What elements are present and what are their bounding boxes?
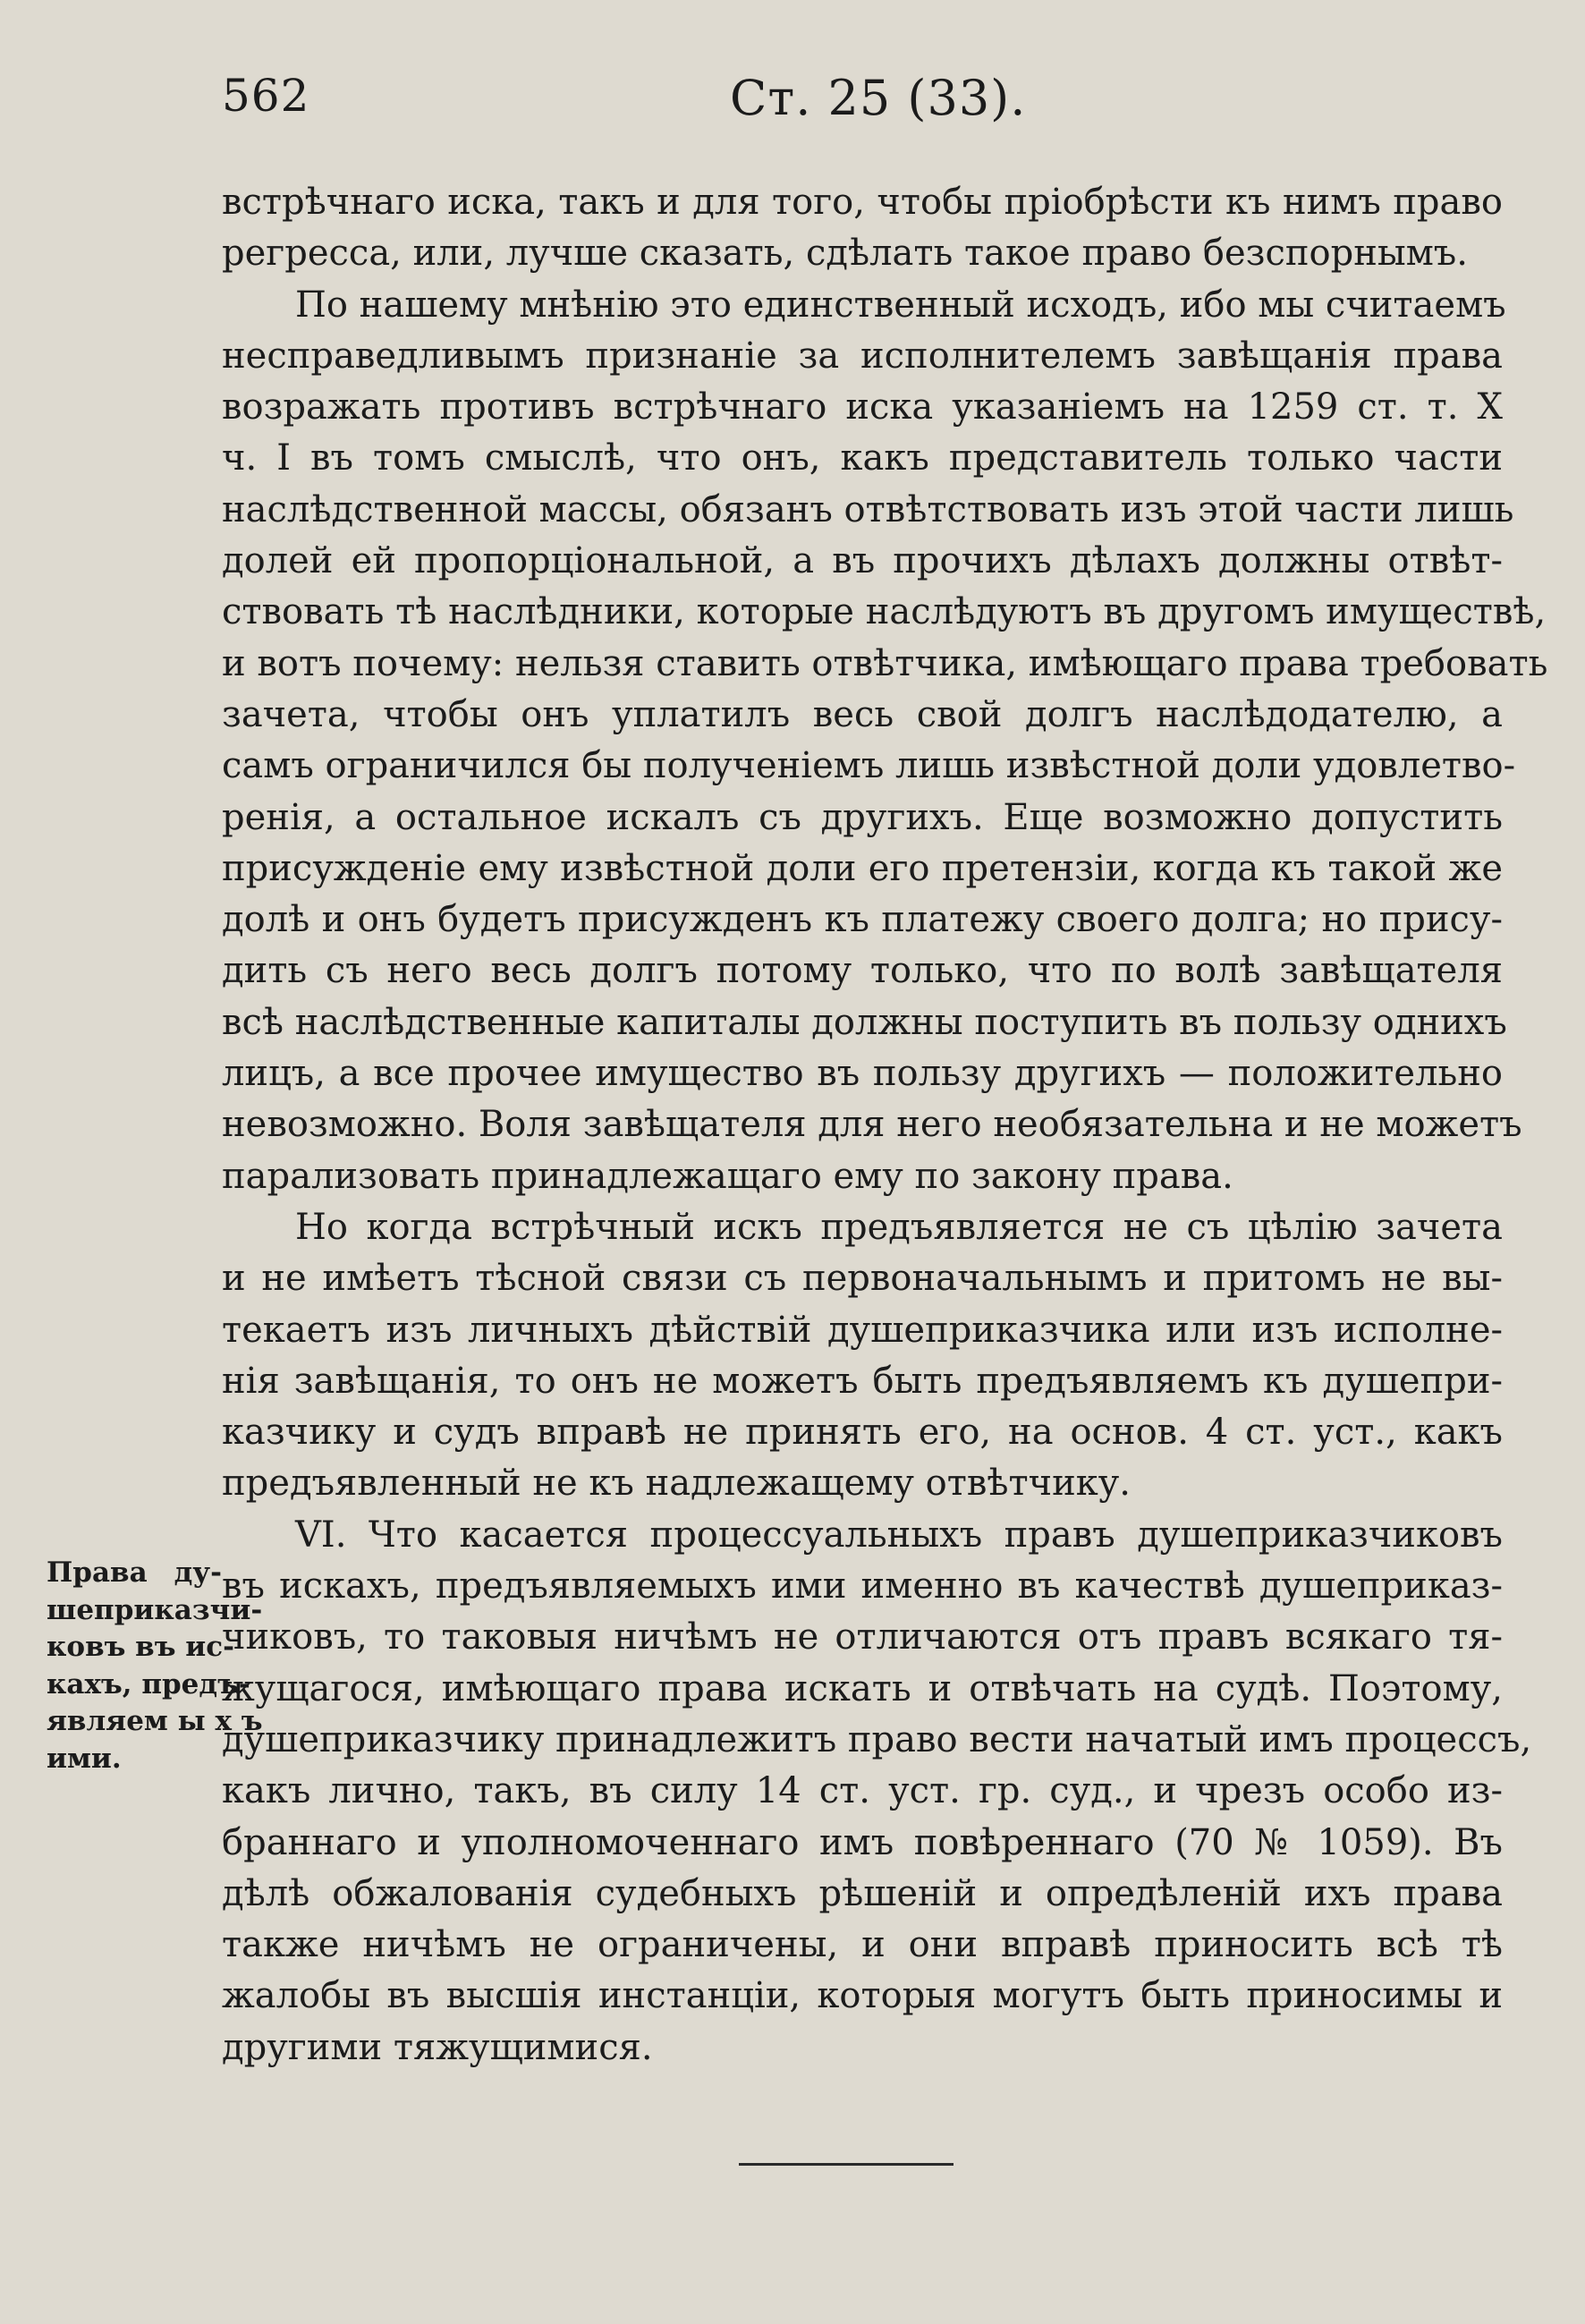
text-line: несправедливымъ признаніе за исполнителемъ завѣщанія права [222, 335, 1503, 377]
margin-note-line: шеприказчи- [47, 1593, 263, 1626]
paragraph-continuation [222, 177, 1503, 280]
text-line: долѣ и онъ будетъ присужденъ къ платежу своего долга; но прису- [222, 899, 1503, 941]
running-title: Ст. 25 (33). [730, 70, 1027, 126]
text-line: лицъ, а все прочее имущество въ пользу другихъ — положительно [222, 1053, 1503, 1095]
text-line: жущагося, имѣющаго права искать и отвѣчать на судѣ. Поэтому, [222, 1667, 1503, 1709]
text-line: ренія, а остальное искалъ съ другихъ. Еще возможно допустить [222, 796, 1503, 838]
text-line: парализовать принадлежащаго ему по закону права. [222, 1155, 1233, 1197]
text-line: ч. I въ томъ смыслѣ, что онъ, какъ представитель только части [222, 437, 1503, 479]
paragraph-counterclaim [222, 1202, 1503, 1510]
text-line: По нашему мнѣнію это единственный исходъ, ибо мы считаемъ [295, 284, 1506, 326]
text-line: дѣлѣ обжалованія судебныхъ рѣшеній и опредѣленій ихъ права [222, 1872, 1503, 1914]
text-line: долей ей пропорціональной, а въ прочихъ дѣлахъ должны отвѣт- [222, 540, 1503, 582]
text-line: браннаго и уполномоченнаго имъ повѣреннаго (70 № 1059). Въ [222, 1821, 1503, 1863]
body-text [222, 177, 1548, 2074]
page-number: 562 [222, 70, 310, 122]
text-line: и вотъ почему: нельзя ставить отвѣтчика, имѣющаго права требовать [222, 642, 1548, 684]
text-line: предъявленный не къ надлежащему отвѣтчику. [222, 1463, 1132, 1505]
text-line: ствовать тѣ наслѣдники, которые наслѣдуютъ въ другомъ имуществѣ, [222, 591, 1547, 633]
margin-note-line: Права ду- [47, 1556, 222, 1589]
text-line: зачета, чтобы онъ уплатилъ весь свой долгъ наслѣдодателю, а [222, 693, 1503, 735]
margin-note-line: являем ы х ъ [47, 1705, 263, 1737]
paragraph-opinion [222, 280, 1548, 1202]
text-line: текаетъ изъ личныхъ дѣйствій душеприказчика или изъ исполне- [222, 1309, 1503, 1351]
margin-note [47, 1555, 263, 1777]
text-line: душеприказчику принадлежитъ право вести начатый имъ процессъ, [222, 1718, 1532, 1760]
text-line: дить съ него весь долгъ потому только, что по волѣ завѣщателя [222, 950, 1503, 992]
text-line: Но когда встрѣчный искъ предъявляется не съ цѣлію зачета [295, 1206, 1503, 1248]
text-line: возражать противъ встрѣчнаго иска указаніемъ на 1259 ст. т. X [222, 386, 1503, 428]
text-line: чиковъ, то таковыя ничѣмъ не отличаются отъ правъ всякаго тя- [222, 1616, 1503, 1658]
text-line: невозможно. Воля завѣщателя для него необязательна и не можетъ [222, 1104, 1522, 1146]
text-line: присужденіе ему извѣстной доли его претензіи, когда къ такой же [222, 847, 1503, 889]
text-line: самъ ограничился бы полученіемъ лишь извѣстной доли удовлетво- [222, 745, 1516, 787]
paragraph-section-vi [222, 1510, 1532, 2074]
margin-note-line: ковъ въ ис- [47, 1631, 235, 1663]
text-line: также ничѣмъ не ограничены, и они вправѣ приносить всѣ тѣ [222, 1924, 1503, 1966]
text-line: другими тяжущимися. [222, 2026, 653, 2068]
margin-note-line: ими. [47, 1742, 122, 1775]
text-line: наслѣдственной массы, обязанъ отвѣтствовать изъ этой части лишь [222, 488, 1514, 530]
section-end-rule [739, 2163, 954, 2166]
text-line: жалобы въ высшія инстанціи, которыя могутъ быть приносимы и [222, 1975, 1503, 2017]
text-line: встрѣчнаго иска, такъ и для того, чтобы пріобрѣсти къ нимъ право [222, 182, 1503, 223]
text-line: какъ лично, такъ, въ силу 14 ст. уст. гр. суд., и чрезъ особо из- [222, 1770, 1503, 1812]
page-header [222, 70, 1501, 132]
text-line: VI. Что касается процессуальныхъ правъ душеприказчиковъ [295, 1514, 1503, 1556]
text-line: регресса, или, лучше сказать, сдѣлать такое право безспорнымъ. [222, 233, 1468, 275]
text-line: въ искахъ, предъявляемыхъ ими именно въ качествѣ душеприказ- [222, 1565, 1503, 1607]
text-line: нія завѣщанія, то онъ не можетъ быть предъявляемъ къ душепри- [222, 1360, 1503, 1402]
margin-note-line: кахъ, предъ- [47, 1667, 250, 1701]
text-line: казчику и судъ вправѣ не принять его, на основ. 4 ст. уст., какъ [222, 1412, 1503, 1454]
text-line: всѣ наслѣдственные капиталы должны поступить въ пользу однихъ [222, 1001, 1507, 1043]
text-line: и не имѣетъ тѣсной связи съ первоначальнымъ и притомъ не вы- [222, 1258, 1503, 1300]
